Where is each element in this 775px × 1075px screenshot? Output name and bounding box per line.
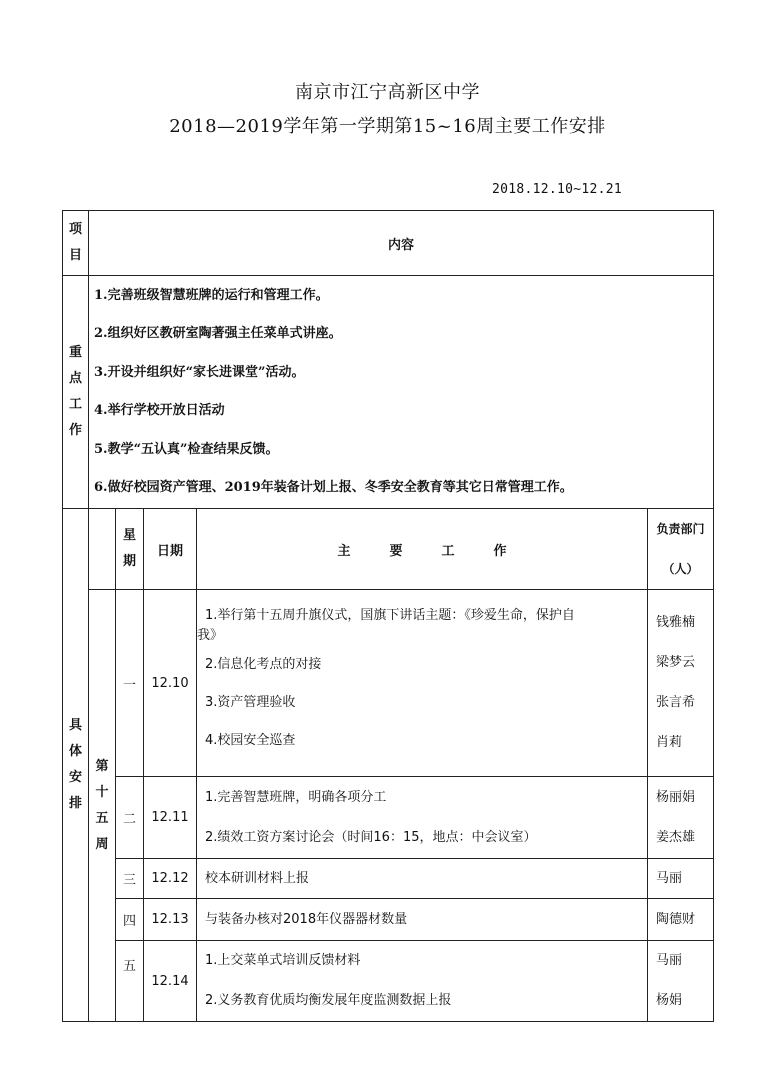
week-header-blank — [89, 509, 116, 590]
date-range: 2018.12.10~12.21 — [492, 182, 623, 197]
weekday-cell: 四 — [116, 899, 144, 941]
work-header: 主 要 工 作 — [197, 509, 648, 590]
key-work-list — [89, 276, 714, 509]
key-work-row — [63, 276, 714, 509]
key-work-label: 重 点 工 作 — [63, 276, 89, 509]
content-header: 内容 — [89, 211, 714, 276]
key-item: 6.做好校园资产管理、2019年装备计划上报、冬季安全教育等其它日常管理工作。 — [94, 480, 573, 495]
weekday-header: 星 期 — [116, 509, 144, 590]
work-cell: 1.举行第十五周升旗仪式，国旗下讲话主题：《珍爱生命，保护自 我》 2.信息化考点的对接 3.资产管理验收 4.校园安全巡查 — [197, 590, 648, 777]
weekday-cell: 五 — [116, 941, 144, 1022]
owner-header: 负责部门 （人） — [648, 509, 714, 590]
item-header: 项 目 — [63, 211, 89, 276]
weekday-cell: 二 — [116, 777, 144, 859]
plan-label: 具 体 安 排 — [63, 509, 89, 1022]
weekday-cell: 一 — [116, 590, 144, 777]
date-cell: 12.11 — [144, 777, 197, 859]
owner-cell: 杨丽娟 姜杰雄 — [648, 777, 714, 859]
plan-header-row — [63, 509, 714, 590]
day-row-tuesday — [63, 777, 714, 859]
date-cell: 12.12 — [144, 859, 197, 899]
key-item: 3.开设并组织好“家长进课堂”活动。 — [94, 364, 305, 380]
schedule-title: 2018—2019学年第一学期第15~16周主要工作安排 — [169, 116, 606, 137]
school-title: 南京市江宁高新区中学 — [295, 82, 480, 103]
work-cell: 1.上交菜单式培训反馈材料 2.义务教育优质均衡发展年度监测数据上报 — [197, 941, 648, 1022]
owner-cell: 钱雅楠 梁梦云 张言希 肖莉 — [648, 590, 714, 777]
day-row-friday — [63, 941, 714, 1022]
schedule-table — [62, 210, 714, 1022]
weekday-cell: 三 — [116, 859, 144, 899]
work-cell: 与装备办核对2018年仪器器材数量 — [197, 899, 648, 941]
date-cell: 12.10 — [144, 590, 197, 777]
table-header-row — [63, 211, 714, 276]
day-row-wednesday — [63, 859, 714, 899]
date-cell: 12.14 — [144, 941, 197, 1022]
key-item: 1.完善班级智慧班牌的运行和管理工作。 — [94, 287, 329, 303]
owner-cell: 马丽 杨娟 — [648, 941, 714, 1022]
owner-cell: 陶德财 — [648, 899, 714, 941]
key-item: 2.组织好区教研室陶著强主任菜单式讲座。 — [94, 326, 342, 341]
day-row-thursday — [63, 899, 714, 941]
day-row-monday — [63, 590, 714, 777]
week-label: 第 十 五 周 — [89, 590, 116, 1022]
work-cell: 1.完善智慧班牌，明确各项分工 2.绩效工资方案讨论会（时间16：15，地点：中会议室） — [197, 777, 648, 859]
date-cell: 12.13 — [144, 899, 197, 941]
work-cell: 校本研训材料上报 — [197, 859, 648, 899]
key-item: 5.教学“五认真”检查结果反馈。 — [94, 441, 279, 457]
date-header: 日期 — [144, 509, 197, 590]
owner-cell: 马丽 — [648, 859, 714, 899]
key-item: 4.举行学校开放日活动 — [94, 403, 225, 418]
